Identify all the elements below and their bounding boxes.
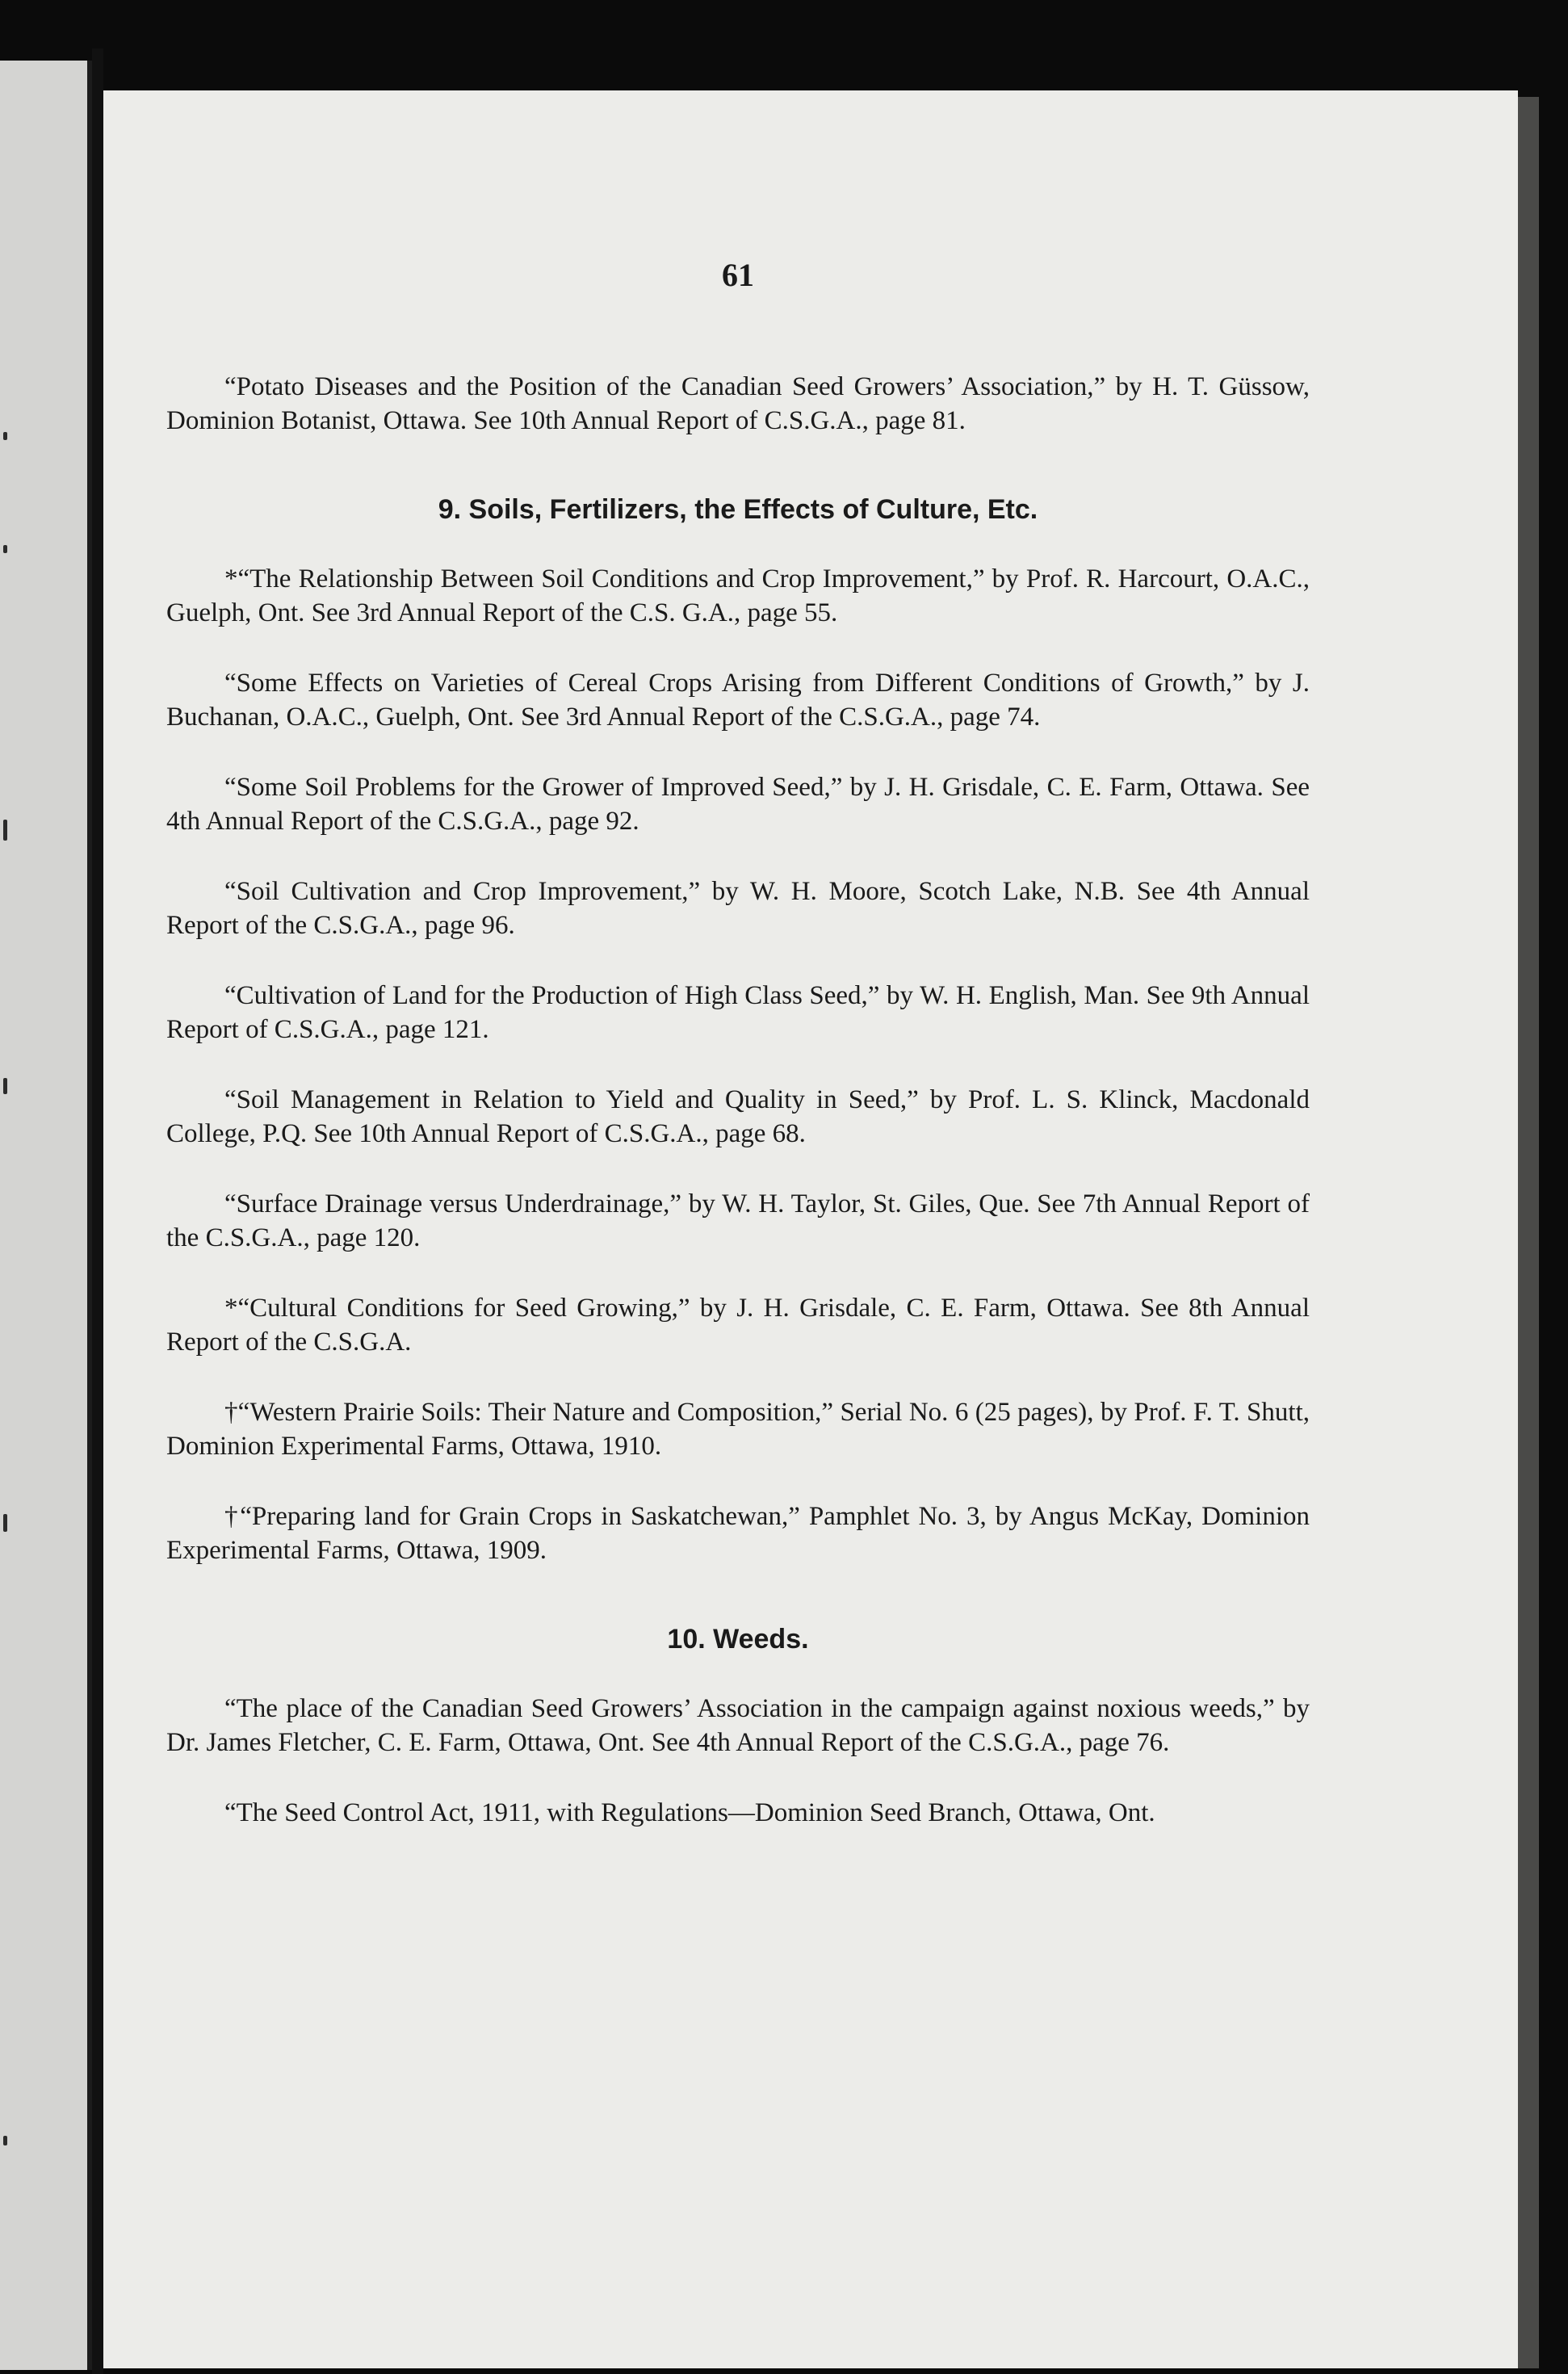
margin-mark	[3, 545, 7, 553]
bibliography-entry: “Soil Management in Relation to Yield and Quality in Seed,” by Prof. L. S. Klinck, Macdonald College, P.Q. See 10th Annual Report of C.S.G.A., page 68.	[166, 1085, 1310, 1148]
section-heading-soils: 9. Soils, Fertilizers, the Effects of Culture, Etc.	[438, 494, 1038, 525]
bibliography-entry: “The place of the Canadian Seed Growers’ Association in the campaign against noxious weeds,” by Dr. James Fletcher, C. E. Farm, Ottawa, Ont. See 4th Annual Report of the C.S.G.A., page 76.	[166, 1694, 1310, 1757]
bibliography-entry: “Some Effects on Varieties of Cereal Crops Arising from Different Conditions of Growth,” by J. Buchanan, O.A.C., Guelph, Ont. See 3rd Annual Report of the C.S.G.A., page 74.	[166, 669, 1310, 732]
bibliography-entry: †“Western Prairie Soils: Their Nature and Composition,” Serial No. 6 (25 pages), by Prof. F. T. Shutt, Dominion Experimental Farms, Ottawa, 1910.	[166, 1398, 1310, 1461]
margin-mark	[3, 1078, 7, 1094]
margin-mark	[3, 820, 7, 841]
bibliography-entry: *“The Relationship Between Soil Conditions and Crop Improvement,” by Prof. R. Harcourt, O.A.C., Guelph, Ont. See 3rd Annual Report of the C.S. G.A., page 55.	[166, 564, 1310, 627]
page-edge-shadow	[1518, 97, 1539, 2368]
book-gutter	[92, 48, 103, 2374]
page-content	[166, 258, 1310, 1866]
facing-page-edge	[0, 61, 92, 2370]
bibliography-entry: †“Preparing land for Grain Crops in Saskatchewan,” Pamphlet No. 3, by Angus McKay, Dominion Experimental Farms, Ottawa, 1909.	[166, 1502, 1310, 1565]
bibliography-entry: “The Seed Control Act, 1911, with Regulations—Dominion Seed Branch, Ottawa, Ont.	[224, 1798, 1155, 1827]
bibliography-entry: “Potato Diseases and the Position of the Canadian Seed Growers’ Association,” by H. T. Güssow, Dominion Botanist, Ottawa. See 10th Annual Report of C.S.G.A., page 81.	[166, 372, 1310, 435]
bibliography-entry: “Soil Cultivation and Crop Improvement,” by W. H. Moore, Scotch Lake, N.B. See 4th Annual Report of the C.S.G.A., page 96.	[166, 877, 1310, 940]
bibliography-entry: *“Cultural Conditions for Seed Growing,” by J. H. Grisdale, C. E. Farm, Ottawa. See 8th Annual Report of the C.S.G.A.	[166, 1294, 1310, 1357]
margin-mark	[3, 1514, 7, 1532]
margin-mark	[3, 432, 7, 440]
margin-mark	[3, 2136, 7, 2145]
page-number: 61	[722, 257, 754, 293]
bibliography-entry: “Surface Drainage versus Underdrainage,” by W. H. Taylor, St. Giles, Que. See 7th Annual Report of the C.S.G.A., page 120.	[166, 1189, 1310, 1252]
bibliography-entry: “Cultivation of Land for the Production of High Class Seed,” by W. H. English, Man. See 9th Annual Report of C.S.G.A., page 121.	[166, 981, 1310, 1044]
section-heading-weeds: 10. Weeds.	[667, 1624, 809, 1655]
bibliography-entry: “Some Soil Problems for the Grower of Improved Seed,” by J. H. Grisdale, C. E. Farm, Ottawa. See 4th Annual Report of the C.S.G.A., page 92.	[166, 773, 1310, 836]
